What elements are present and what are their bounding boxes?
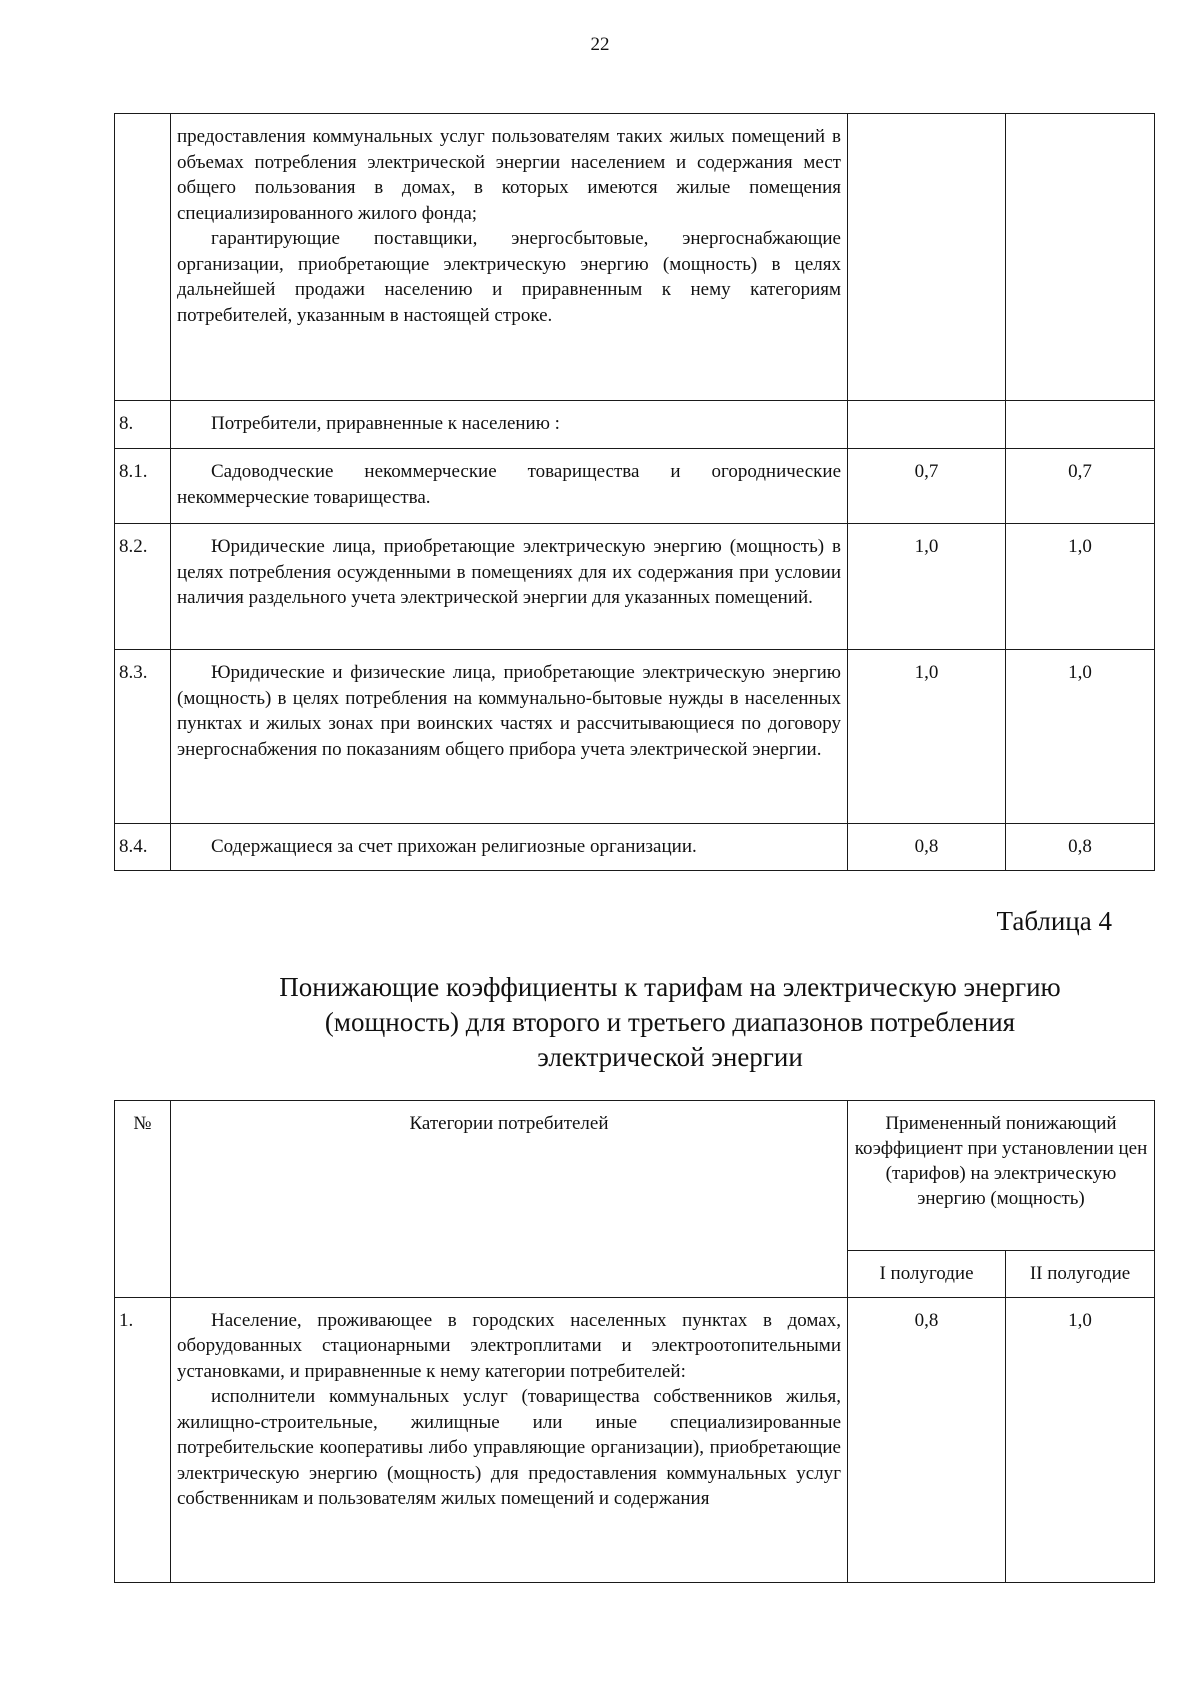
coefficient-half-1: 1,0: [848, 524, 1006, 650]
row-paragraph: Садоводческие некоммерческие товарищества и огороднические некоммерческие товарищества.: [177, 461, 841, 508]
table-3-continuation: [114, 113, 1155, 871]
row-number: 8.3.: [115, 650, 171, 824]
row-paragraph: Юридические и физические лица, приобретающие электрическую энергию (мощность) в целях потребления на коммунально-бытовые нужды в населенных пунктах и жилых зонах при воинских частях и рассчитывающиеся по договору энергоснабжения по показаниям общего прибора учета электрической энергии.: [177, 662, 841, 760]
row-paragraph: Содержащиеся за счет прихожан религиозные организации.: [211, 836, 697, 857]
coefficient-half-1: 0,8: [848, 1297, 1006, 1582]
table-row: [115, 1297, 1155, 1582]
table-4-title: [150, 970, 1190, 1075]
row-paragraph: Юридические лица, приобретающие электрическую энергию (мощность) в целях потребления осужденными в помещениях для их содержания при условии наличия раздельного учета электрической энергии для указанных помещений.: [177, 536, 841, 608]
coefficient-half-2: [1006, 114, 1155, 401]
row-number: 8.1.: [115, 449, 171, 524]
page-number: 22: [590, 34, 610, 55]
row-paragraph: исполнители коммунальных услуг (товарищества собственников жилья, жилищно-строительные, жилищные или иные специализированные потребительские кооперативы либо управляющие организации), приобретающие электрическую энергию (мощность) для предоставления коммунальных услуг собственникам и пользователям жилых помещений и содержания: [177, 1386, 841, 1509]
row-paragraph: гарантирующие поставщики, энергосбытовые, энергоснабжающие организации, приобретающие электрическую энергию (мощность) в целях дальнейшей продажи населению и приравненным к нему категориям потребителей, указанным в настоящей строке.: [177, 228, 841, 326]
coefficient-half-2: 1,0: [1006, 1297, 1155, 1582]
row-number: 1.: [115, 1297, 171, 1582]
coefficient-half-1: [848, 114, 1006, 401]
coefficient-half-1: 0,8: [848, 824, 1006, 871]
row-paragraph: Потребители, приравненные к населению :: [211, 413, 560, 434]
table-row: [115, 114, 1155, 401]
table-row: [115, 524, 1155, 650]
coefficient-half-1: 0,7: [848, 449, 1006, 524]
coefficient-half-2: 1,0: [1006, 650, 1155, 824]
row-category-text: [171, 401, 848, 449]
row-number: [115, 114, 171, 401]
row-category-text: [171, 824, 848, 871]
coefficient-half-1: [848, 401, 1006, 449]
table-4-title-line: (мощность) для второго и третьего диапазонов потребления: [324, 1007, 1016, 1037]
row-number: 8.4.: [115, 824, 171, 871]
row-category-text: [171, 449, 848, 524]
table-row: [115, 401, 1155, 449]
table-4-title-line: Понижающие коэффициенты к тарифам на электрическую энергию: [279, 972, 1061, 1002]
table-row: [115, 824, 1155, 871]
coefficient-half-1: 1,0: [848, 650, 1006, 824]
coefficient-half-2: [1006, 401, 1155, 449]
coefficient-half-2: 0,7: [1006, 449, 1155, 524]
table-4-body: [115, 1297, 1155, 1582]
row-category-text: [171, 114, 848, 401]
header-category: Категории потребителей: [171, 1101, 848, 1298]
row-category-text: [171, 524, 848, 650]
row-paragraph: предоставления коммунальных услуг пользователям таких жилых помещений в объемах потребления электрической энергии населением и содержания мест общего пользования в домах, в которых имеются жилые помещения специализированного жилого фонда;: [177, 126, 841, 224]
row-category-text: [171, 650, 848, 824]
header-num: №: [115, 1101, 171, 1298]
table-row: [115, 650, 1155, 824]
table-4: [114, 1100, 1155, 1583]
table-4-header: [115, 1101, 1155, 1298]
header-half-2: II полугодие: [1006, 1251, 1155, 1298]
coefficient-half-2: 0,8: [1006, 824, 1155, 871]
header-coefficient: Примененный понижающий коэффициент при установлении цен (тарифов) на электрическую энергию (мощность): [848, 1101, 1155, 1251]
table-3-body: [115, 114, 1155, 871]
table-row: [115, 449, 1155, 524]
table-4-label: Таблица 4: [996, 906, 1112, 936]
header-half-1: I полугодие: [848, 1251, 1006, 1298]
row-number: 8.2.: [115, 524, 171, 650]
row-number: 8.: [115, 401, 171, 449]
row-paragraph: Население, проживающее в городских населенных пунктах в домах, оборудованных стационарными электроплитами и электроотопительными установками, и приравненные к нему категории потребителей:: [177, 1309, 841, 1382]
row-category-text: [171, 1297, 848, 1582]
coefficient-half-2: 1,0: [1006, 524, 1155, 650]
table-4-title-line: электрической энергии: [537, 1042, 803, 1072]
